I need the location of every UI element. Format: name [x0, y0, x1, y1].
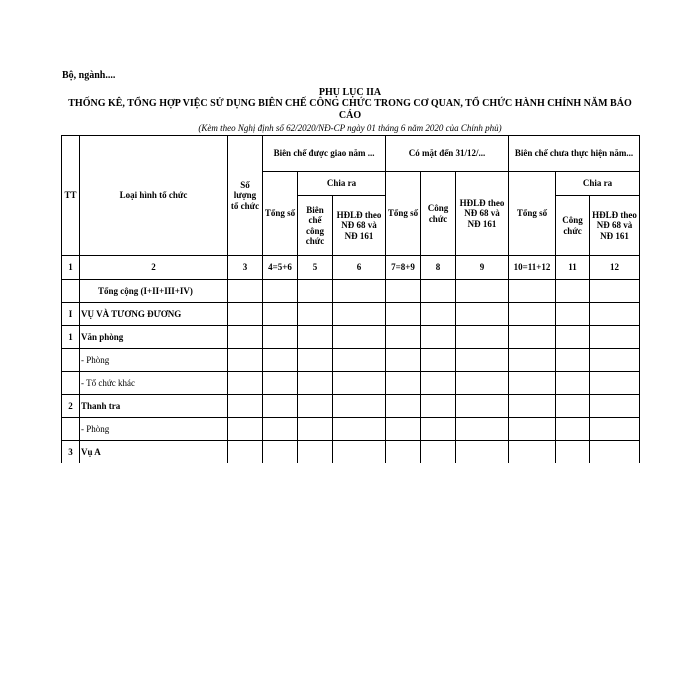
row-name: Vụ A — [80, 441, 228, 464]
col-header-assigned: Biên chế được giao năm ... — [263, 136, 386, 172]
col-header-org-type: Loại hình tổ chức — [80, 136, 228, 256]
col-header-assigned-total: Tổng số — [263, 172, 298, 256]
table-row — [62, 280, 640, 303]
decree-note: (Kèm theo Nghị định số 62/2020/NĐ-CP ngày 01 tháng 6 năm 2020 của Chính phủ) — [198, 123, 502, 133]
table-row — [62, 441, 640, 464]
row-tt: 1 — [62, 326, 80, 349]
row-name: - Phòng — [80, 349, 228, 372]
row-name: Tổng cộng (I+II+III+IV) — [80, 280, 228, 303]
col-header-present: Có mặt đến 31/12/... — [386, 136, 509, 172]
row-tt — [62, 372, 80, 395]
col-header-pending-total: Tổng số — [509, 172, 556, 256]
col-header-assigned-civil-quota: Biên chế công chức — [298, 196, 333, 256]
col-header-assigned-breakdown: Chia ra — [298, 172, 386, 196]
row-name: - Tổ chức khác — [80, 372, 228, 395]
column-number: 12 — [590, 256, 640, 280]
column-number: 4=5+6 — [263, 256, 298, 280]
col-header-present-total: Tổng số — [386, 172, 421, 256]
row-tt: I — [62, 303, 80, 326]
column-number: 9 — [456, 256, 509, 280]
appendix-title: PHỤ LỤC IIA — [318, 87, 382, 98]
column-number: 5 — [298, 256, 333, 280]
column-number: 2 — [80, 256, 228, 280]
col-header-assigned-contract: HĐLĐ theo NĐ 68 và NĐ 161 — [333, 196, 386, 256]
row-tt — [62, 349, 80, 372]
column-number: 11 — [556, 256, 590, 280]
row-name: Văn phòng — [80, 326, 228, 349]
table-row — [62, 326, 640, 349]
table-row — [62, 418, 640, 441]
col-header-org-count: Số lượng tổ chức — [228, 136, 263, 256]
table-row — [62, 349, 640, 372]
column-number: 7=8+9 — [386, 256, 421, 280]
col-header-pending-contract: HĐLĐ theo NĐ 68 và NĐ 161 — [590, 196, 640, 256]
row-name: VỤ VÀ TƯƠNG ĐƯƠNG — [80, 303, 228, 326]
row-tt: 2 — [62, 395, 80, 418]
row-name: - Phòng — [80, 418, 228, 441]
table-row — [62, 395, 640, 418]
col-header-tt: TT — [62, 136, 80, 256]
column-number: 10=11+12 — [509, 256, 556, 280]
col-header-present-contract: HĐLĐ theo NĐ 68 và NĐ 161 — [456, 172, 509, 256]
row-tt: 3 — [62, 441, 80, 464]
ministry-label: Bộ, ngành.... — [62, 70, 116, 81]
col-header-present-civil: Công chức — [421, 172, 456, 256]
row-name: Thanh tra — [80, 395, 228, 418]
header-row-1 — [62, 136, 640, 172]
row-tt — [62, 418, 80, 441]
statistics-table — [61, 135, 640, 463]
col-header-pending-civil: Công chức — [556, 196, 590, 256]
table-row — [62, 372, 640, 395]
row-tt — [62, 280, 80, 303]
column-number: 8 — [421, 256, 456, 280]
column-number-row — [62, 256, 640, 280]
document-title: THỐNG KÊ, TỔNG HỢP VIỆC SỬ DỤNG BIÊN CHẾ CÔNG CHỨC TRONG CƠ QUAN, TỔ CHỨC HÀNH CHÍNH NĂM BÁO CÁO — [68, 98, 632, 121]
column-number: 6 — [333, 256, 386, 280]
column-number: 1 — [62, 256, 80, 280]
column-number: 3 — [228, 256, 263, 280]
table-row — [62, 303, 640, 326]
col-header-pending: Biên chế chưa thực hiện năm... — [509, 136, 640, 172]
col-header-pending-breakdown: Chia ra — [556, 172, 640, 196]
